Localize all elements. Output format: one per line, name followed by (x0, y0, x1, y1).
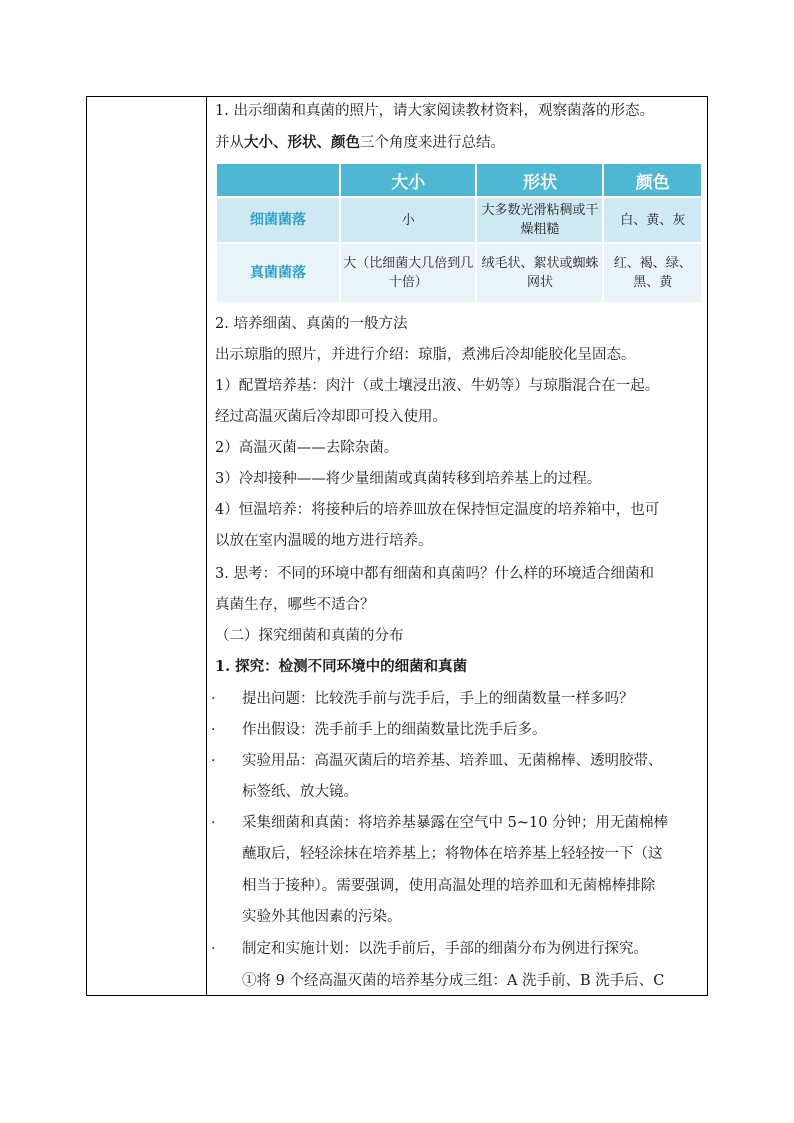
row-label-bacteria: 细菌菌落 (217, 198, 339, 242)
list-item-continuation: ①将 9 个经高温灭菌的培养基分成三组：A 洗手前、B 洗手后、C (242, 973, 665, 989)
text-line: 以放在室内温暖的地方进行培养。 (215, 533, 433, 549)
lesson-table-frame (86, 96, 708, 996)
text-line: 1）配置培养基：肉汁（或土壤浸出液、牛奶等）与琼脂混合在一起。 (215, 378, 660, 394)
bullet-marker: · (211, 815, 216, 831)
list-item: 制定和实施计划：以洗手前后，手部的细菌分布为例进行探究。 (242, 941, 648, 957)
colony-comparison-table (215, 162, 703, 304)
list-item: 作出假设：洗手前手上的细菌数量比洗手后多。 (242, 722, 547, 738)
list-item: 采集细菌和真菌：将培养基暴露在空气中 5~10 分钟；用无菌棉棒 (242, 815, 669, 831)
section-heading: （二）探究细菌和真菌的分布 (215, 628, 404, 644)
list-item-continuation: 蘸取后，轻轻涂抹在培养基上；将物体在培养基上轻轻按一下（这 (242, 846, 663, 862)
left-column (87, 97, 207, 995)
paragraph-2-emphasis: 大小、形状、颜色 (244, 134, 360, 151)
paragraph-2-suffix: 三个角度来进行总结。 (360, 135, 505, 151)
fungi-size-cell: 大（比细菌大几倍到几十倍） (341, 244, 475, 302)
fungi-shape-cell: 绒毛状、絮状或蜘蛛网状 (477, 244, 602, 302)
text-line: 经过高温灭菌后冷却即可投入使用。 (215, 409, 447, 425)
text-line: 出示琼脂的照片，并进行介绍：琼脂，煮沸后冷却能胶化呈固态。 (215, 347, 636, 363)
list-item-continuation: 标签纸、放大镜。 (242, 784, 358, 800)
subsection-heading: 1. 探究：检测不同环境中的细菌和真菌 (215, 658, 468, 675)
bacteria-color-cell: 白、黄、灰 (604, 198, 701, 242)
bullet-marker: · (211, 691, 216, 707)
header-shape: 形状 (477, 164, 602, 196)
list-item-continuation: 实验外其他因素的污染。 (242, 909, 402, 925)
text-line: 3. 思考：不同的环境中都有细菌和真菌吗？什么样的环境适合细菌和 (215, 566, 654, 582)
paragraph-2-prefix: 并从 (215, 135, 244, 151)
bacteria-shape-cell: 大多数光滑粘稠或干燥粗糙 (477, 198, 602, 242)
table-row-fungi (217, 244, 701, 302)
bullet-marker: · (211, 753, 216, 769)
text-line: 3）冷却接种——将少量细菌或真菌转移到培养基上的过程。 (215, 471, 602, 487)
list-item-continuation: 相当于接种）。需要强调，使用高温处理的培养皿和无菌棉棒排除 (242, 878, 656, 894)
text-line: 2）高温灭菌——去除杂菌。 (215, 440, 399, 456)
bullet-marker: · (211, 941, 216, 957)
bacteria-size-cell: 小 (341, 198, 475, 242)
text-line: 4）恒温培养：将接种后的培养皿放在保持恒定温度的培养箱中，也可 (215, 502, 660, 518)
table-corner-cell (217, 164, 339, 196)
list-item: 提出问题：比较洗手前与洗手后，手上的细菌数量一样多吗？ (242, 691, 634, 707)
fungi-color-cell: 红、褐、绿、黑、黄 (604, 244, 701, 302)
paragraph-1: 1. 出示细菌和真菌的照片，请大家阅读教材资料，观察菌落的形态。 (215, 103, 654, 119)
table-row-bacteria (217, 198, 701, 242)
list-item: 实验用品：高温灭菌后的培养基、培养皿、无菌棉棒、透明胶带、 (242, 753, 663, 769)
text-line: 真菌生存，哪些不适合？ (215, 597, 375, 613)
header-size: 大小 (341, 164, 475, 196)
table-header-row (217, 164, 701, 196)
text-line: 2. 培养细菌、真菌的一般方法 (215, 316, 408, 332)
row-label-fungi: 真菌菌落 (217, 244, 339, 302)
bullet-marker: · (211, 722, 216, 738)
paragraph-2 (215, 133, 505, 153)
header-color: 颜色 (604, 164, 701, 196)
